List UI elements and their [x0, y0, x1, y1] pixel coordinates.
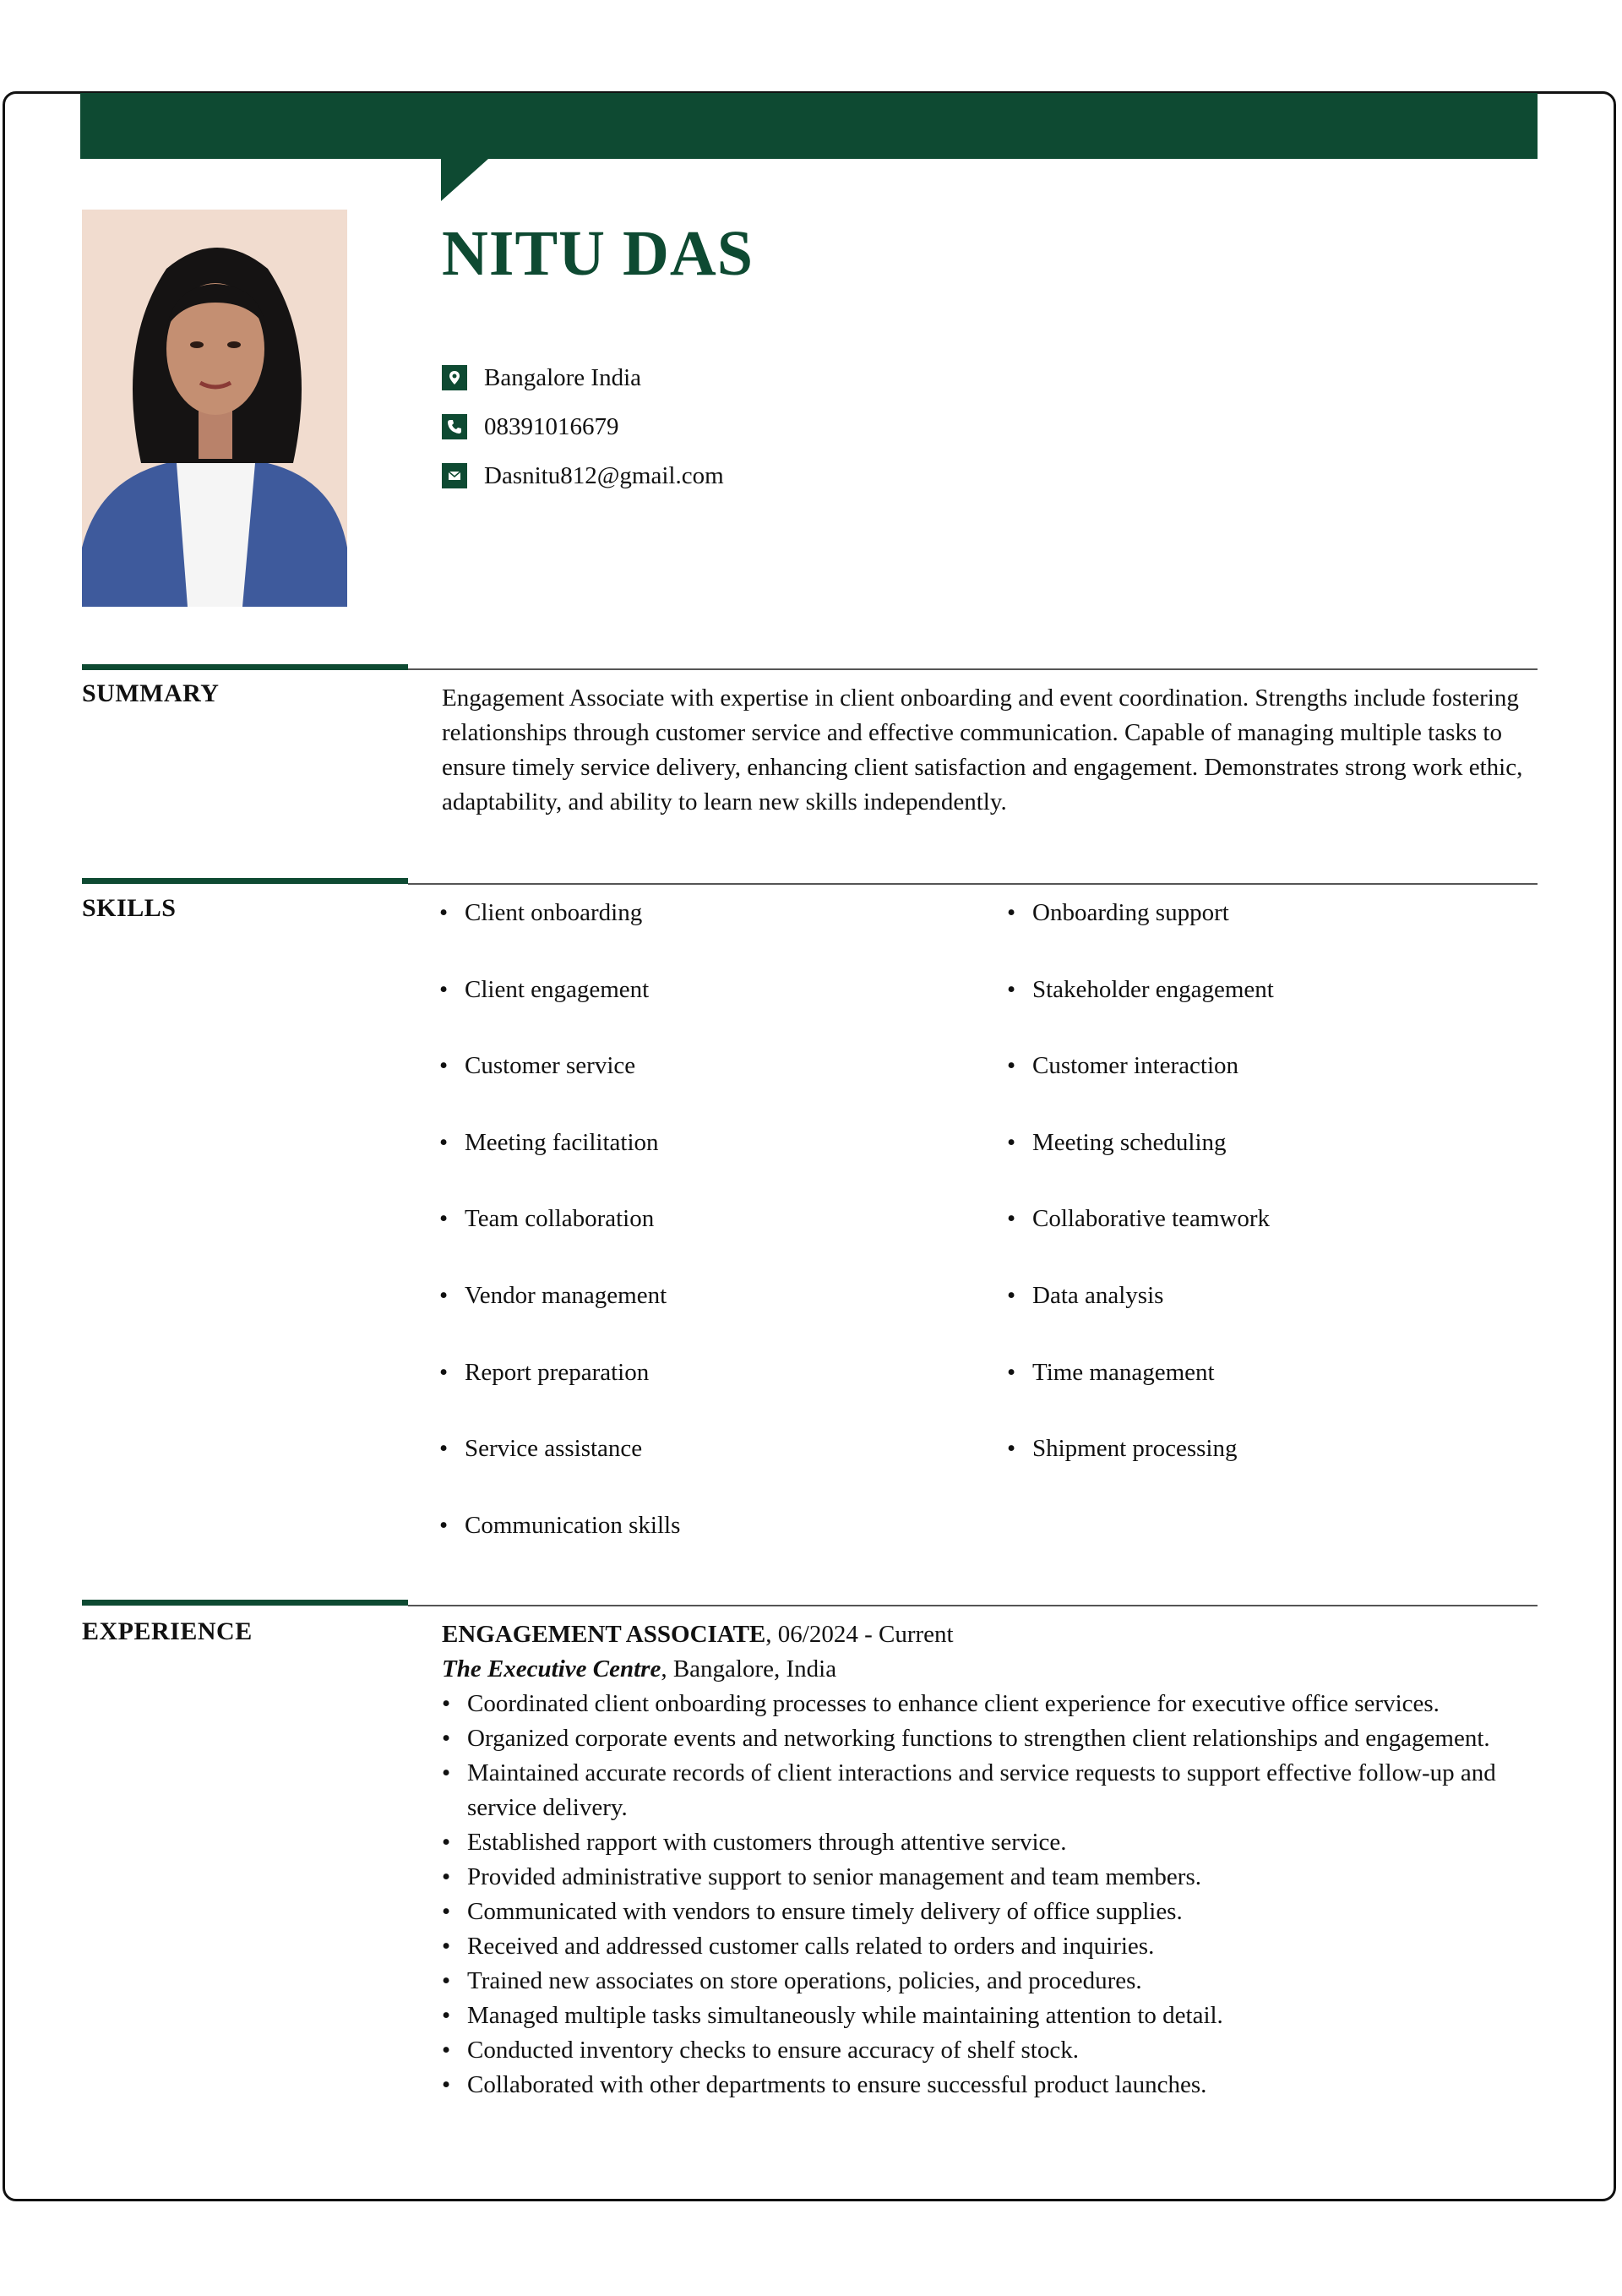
list-item: • Conducted inventory checks to ensure accuracy of shelf stock. [442, 2033, 1540, 2068]
skills-list-left [439, 891, 680, 1579]
experience-rule [408, 1605, 1538, 1606]
job-location: , Bangalore, India [661, 1655, 837, 1682]
skills-heading: SKILLS [82, 894, 177, 922]
list-item: • Maintained accurate records of client interactions and service requests to support effective follow-up and service delivery. [442, 1756, 1540, 1825]
skill-item: • Onboarding support [1007, 891, 1274, 968]
skills-list-right [1007, 891, 1274, 1503]
contact-location [442, 353, 724, 402]
list-item: • Trained new associates on store operations, policies, and procedures. [442, 1964, 1540, 1999]
list-item: • Established rapport with customers through attentive service. [442, 1825, 1540, 1860]
location-pin-icon [442, 365, 467, 390]
summary-rule-accent [82, 664, 408, 670]
list-item: • Provided administrative support to senior management and team members. [442, 1860, 1540, 1895]
job-responsibilities [442, 1687, 1540, 2102]
skill-item: • Collaborative teamwork [1007, 1197, 1274, 1273]
list-item: • Managed multiple tasks simultaneously while maintaining attention to detail. [442, 1999, 1540, 2033]
summary-heading: SUMMARY [82, 679, 220, 707]
job-company-line [442, 1652, 836, 1687]
skill-item: • Client engagement [439, 968, 680, 1044]
contact-email-text[interactable]: Dasnitu812@gmail.com [484, 461, 724, 489]
contact-phone [442, 402, 724, 451]
skill-item: • Client onboarding [439, 891, 680, 968]
envelope-icon [442, 463, 467, 488]
skill-item: • Team collaboration [439, 1197, 680, 1273]
skill-item: • Customer service [439, 1044, 680, 1121]
list-item: • Coordinated client onboarding processes to enhance client experience for executive office services. [442, 1687, 1540, 1721]
skill-item: • Customer interaction [1007, 1044, 1274, 1121]
summary-rule [408, 668, 1538, 670]
contact-location-text: Bangalore India [484, 363, 642, 391]
skill-item: • Stakeholder engagement [1007, 968, 1274, 1044]
job-dates: , 06/2024 - Current [765, 1621, 954, 1648]
summary-text: Engagement Associate with expertise in client onboarding and event coordination. Strengths include fostering relationships through customer service and effective communication. Capable of managing multiple tasks to ensure timely service delivery, enhancing client satisfaction and engagement. Demonstrates strong work ethic, adaptability, and ability to learn new skills independently. [442, 684, 1523, 815]
job-title: ENGAGEMENT ASSOCIATE [442, 1621, 766, 1648]
skill-item: • Data analysis [1007, 1273, 1274, 1350]
list-item: • Received and addressed customer calls related to orders and inquiries. [442, 1929, 1540, 1964]
experience-heading: EXPERIENCE [82, 1617, 253, 1645]
profile-photo [82, 210, 347, 607]
header-banner-notch [441, 159, 488, 201]
list-item: • Organized corporate events and networking functions to strengthen client relationships and engagement. [442, 1721, 1540, 1756]
contact-email [442, 451, 724, 500]
phone-icon [442, 414, 467, 439]
experience-rule-accent [82, 1600, 408, 1606]
skill-item: • Meeting scheduling [1007, 1121, 1274, 1197]
skill-item: • Report preparation [439, 1350, 680, 1427]
skill-item: • Shipment processing [1007, 1426, 1274, 1503]
skill-item: • Vendor management [439, 1273, 680, 1350]
job-title-line [442, 1617, 954, 1652]
skill-item: • Meeting facilitation [439, 1121, 680, 1197]
skill-item: • Time management [1007, 1350, 1274, 1427]
skill-item: • Service assistance [439, 1426, 680, 1503]
list-item: • Collaborated with other departments to ensure successful product launches. [442, 2068, 1540, 2102]
skills-rule-accent [82, 878, 408, 884]
job-company: The Executive Centre [442, 1655, 661, 1682]
contact-phone-text[interactable]: 08391016679 [484, 412, 619, 440]
skill-item: • Communication skills [439, 1503, 680, 1580]
contact-info [442, 353, 724, 500]
list-item: • Communicated with vendors to ensure timely delivery of office supplies. [442, 1895, 1540, 1929]
header-banner [80, 93, 1538, 159]
skills-rule [408, 883, 1538, 885]
candidate-name: NITU DAS [442, 218, 754, 289]
